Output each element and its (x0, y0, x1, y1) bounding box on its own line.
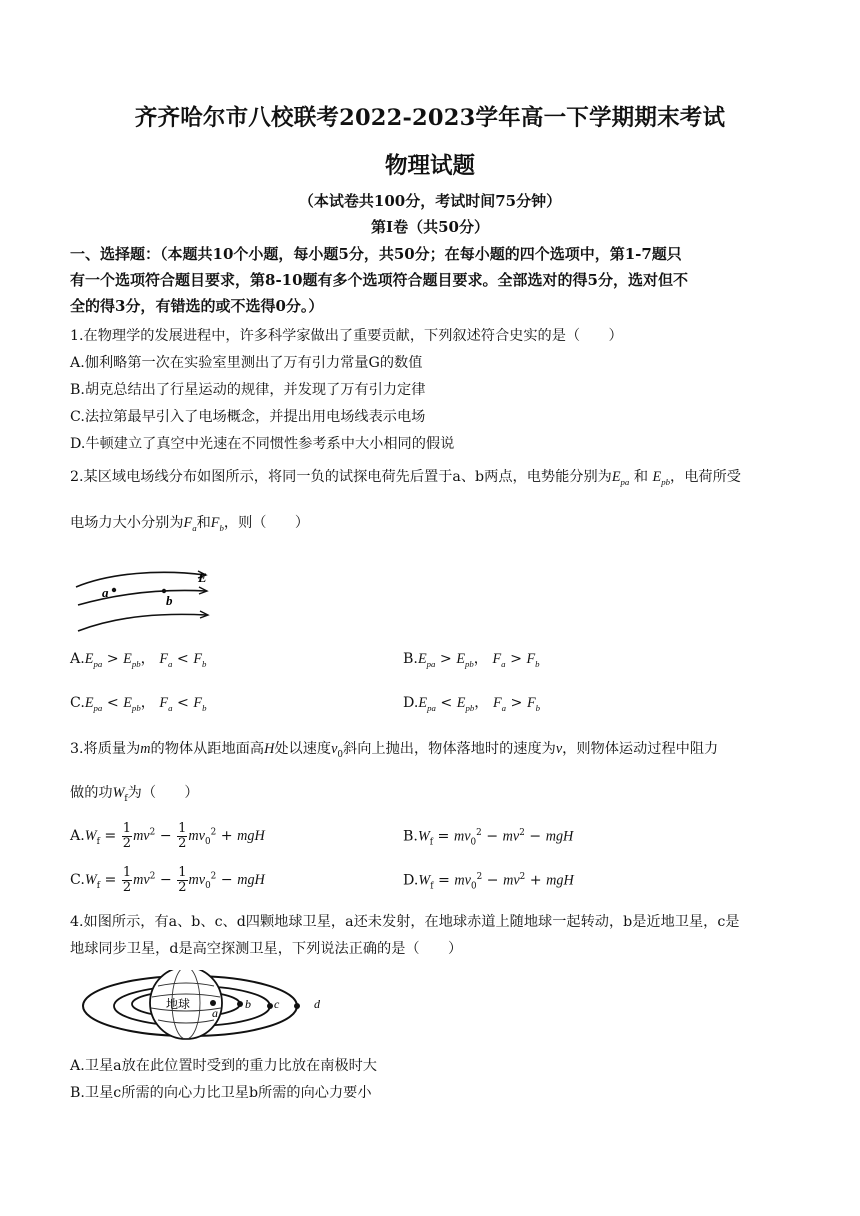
label-sat-d: d (314, 997, 320, 1011)
label-sat-c: c (274, 997, 280, 1011)
q3-stem-line2: 做的功$W_f$为（ ） (70, 785, 199, 804)
label-e: E (198, 570, 207, 585)
label-b: b (166, 593, 173, 608)
exam-title: 齐齐哈尔市八校联考2022-2023学年高一下学期期末考试 (134, 105, 726, 131)
q4-option-b: B.卫星c所需的向心力比卫星b所需的向心力要小 (70, 1085, 372, 1101)
q4-stem-line1: 4.如图所示，有a、b、c、d四颗地球卫星，a还未发射，在地球赤道上随地球一起转动，b是近地卫星，c是 (70, 914, 740, 930)
q4-option-a: A.卫星a放在此位置时受到的重力比放在南极时大 (70, 1058, 377, 1074)
q3-option-c: $C.W_f$ = $\frac{1}{2}$ $mv^2$ − $\frac{1}{2}$ $mv_0^2$ − mgH (70, 865, 265, 895)
section-instructions-line1: 一、选择题：（本题共10个小题，每小题5分，共50分；在每小题的四个选项中，第1-7题只 (70, 245, 682, 263)
electric-field-lines-figure (70, 563, 220, 635)
label-sat-b: b (245, 997, 251, 1011)
q4-stem-line2: 地球同步卫星，d是高空探测卫星，下列说法正确的是（ ） (70, 941, 463, 957)
label-earth: 地球 (166, 997, 191, 1011)
q1-option-b: B.胡克总结出了行星运动的规律，并发现了万有引力定律 (70, 382, 426, 398)
label-sat-a: a (212, 1006, 218, 1020)
q3-stem-line1: 3.将质量为m的物体从距地面高H处以速度$v_0$斜向上抛出，物体落地时的速度为v，则物体运动过程中阻力 (70, 741, 719, 760)
exam-note: （本试卷共100分，考试时间75分钟） (298, 192, 562, 210)
section-instructions-line3: 全的得3分，有错选的或不选得0分。） (70, 297, 324, 315)
q2-stem-line1: 2.某区域电场线分布如图所示，将同一负的试探电荷先后置于a、b两点，电势能分别为$E_{pa}$ 和 $E_{pb}$，电荷所受 (70, 469, 741, 487)
section-instructions-line2: 有一个选项符合题目要求，第8-10题有多个选项符合题目要求。全部选对的得5分，选对但不 (70, 271, 688, 289)
q2-option-b: $B.E_{pa} > E_{pb}$， $F_a > F_b$ (403, 651, 540, 669)
q2-option-d: $D.E_{pa} < E_{pb}$， $F_a > F_b$ (403, 695, 541, 713)
q2-option-c: $C.E_{pa} < E_{pb}$， $F_a < F_b$ (70, 695, 207, 713)
exam-subject: 物理试题 (384, 153, 475, 179)
q3-option-a: $A.W_f$ = $\frac{1}{2}$ $mv^2$ − $\frac{1}{2}$ $mv_0^2$ + mgH (70, 821, 265, 851)
satellite-orbits-figure (80, 970, 330, 1042)
q3-option-d: $D.W_f = mv_0^2 - mv^2$ + mgH (403, 872, 574, 892)
label-a: a (102, 585, 109, 600)
q2-stem-line2: 电场力大小分别为$F_a$和$F_b$，则（ ） (70, 515, 310, 533)
q1-option-d: D.牛顿建立了真空中光速在不同惯性参考系中大小相同的假说 (70, 436, 455, 452)
q1-option-c: C.法拉第最早引入了电场概念，并提出用电场线表示电场 (70, 409, 426, 425)
q1-stem: 1.在物理学的发展进程中，许多科学家做出了重要贡献，下列叙述符合史实的是（ ） (70, 328, 623, 344)
q1-option-a: A.伽利略第一次在实验室里测出了万有引力常量G的数值 (70, 355, 423, 371)
q2-option-a: $A.E_{pa} > E_{pb}$， $F_a < F_b$ (70, 651, 207, 669)
q3-option-b: $B.W_f = mv_0^2 - mv^2$ − mgH (403, 828, 574, 848)
volume-heading: 第Ⅰ卷（共50分） (371, 218, 489, 236)
